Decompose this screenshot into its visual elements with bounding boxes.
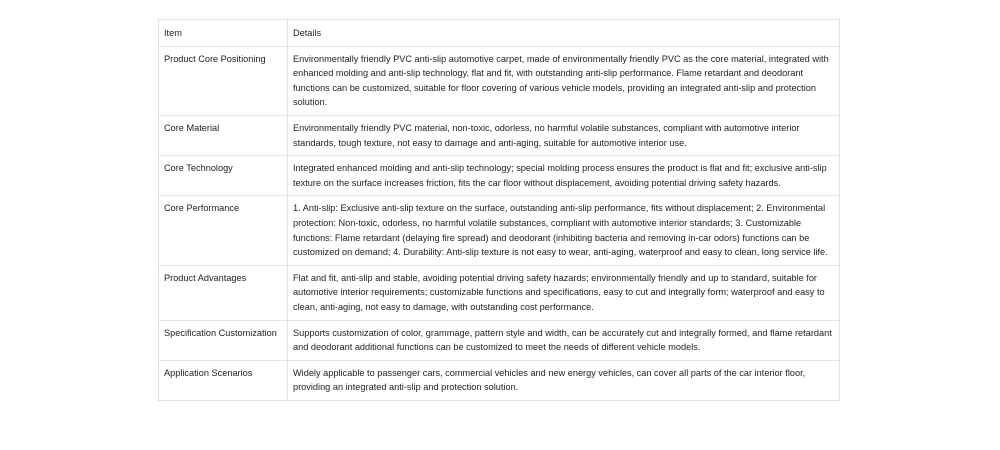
table-row — [159, 265, 840, 320]
table-row — [159, 46, 840, 115]
table-row — [159, 320, 840, 360]
table-row — [159, 360, 840, 400]
row-item-cell: Core Technology — [159, 156, 288, 196]
table-row — [159, 196, 840, 265]
table-body — [159, 46, 840, 400]
column-header-item: Item — [159, 20, 288, 47]
table-header-row — [159, 20, 840, 47]
table-header — [159, 20, 840, 47]
column-header-details: Details — [288, 20, 840, 47]
row-details-cell: Widely applicable to passenger cars, commercial vehicles and new energy vehicles, can cover all parts of the car interior floor, providing an integrated anti-slip and protection solution. — [288, 360, 840, 400]
row-details-cell: Environmentally friendly PVC material, non-toxic, odorless, no harmful volatile substances, compliant with automotive interior standards, tough texture, not easy to damage and anti-aging, suitable for automotive interior use. — [288, 115, 840, 155]
product-spec-table — [158, 19, 840, 401]
row-details-cell: 1. Anti-slip: Exclusive anti-slip texture on the surface, outstanding anti-slip performance, fits without displacement; 2. Environmental protection: Non-toxic, odorless, no harmful volatile substances, compliant with automotive interior standards; 3. Customizable functions: Flame retardant (delaying fire spread) and deodorant (inhibiting bacteria and removing in-car odors) functions can be customized on demand; 4. Durability: Anti-slip texture is not easy to wear, anti-aging, waterproof and easy to clean, long service life. — [288, 196, 840, 265]
row-item-cell: Product Core Positioning — [159, 46, 288, 115]
table-row — [159, 115, 840, 155]
table-row — [159, 156, 840, 196]
row-details-cell: Environmentally friendly PVC anti-slip automotive carpet, made of environmentally friendly PVC as the core material, integrated with enhanced molding and anti-slip technology, flat and fit, with outstanding anti-slip performance. Flame retardant and deodorant functions can be customized, suitable for floor covering of various vehicle models, providing an integrated anti-slip and protection solution. — [288, 46, 840, 115]
product-spec-table-container — [158, 19, 839, 401]
row-item-cell: Core Performance — [159, 196, 288, 265]
row-details-cell: Integrated enhanced molding and anti-slip technology; special molding process ensures the product is flat and fit; exclusive anti-slip texture on the surface increases friction, fits the car floor without displacement, avoiding potential driving safety hazards. — [288, 156, 840, 196]
row-item-cell: Product Advantages — [159, 265, 288, 320]
row-details-cell: Flat and fit, anti-slip and stable, avoiding potential driving safety hazards; environmentally friendly and up to standard, suitable for automotive interior requirements; customizable functions and specifications, easy to cut and integrally form; waterproof and easy to clean, anti-aging, not easy to damage, with outstanding cost performance. — [288, 265, 840, 320]
row-item-cell: Core Material — [159, 115, 288, 155]
row-details-cell: Supports customization of color, grammage, pattern style and width, can be accurately cut and integrally formed, and flame retardant and deodorant additional functions can be customized to meet the needs of different vehicle models. — [288, 320, 840, 360]
row-item-cell: Application Scenarios — [159, 360, 288, 400]
row-item-cell: Specification Customization — [159, 320, 288, 360]
